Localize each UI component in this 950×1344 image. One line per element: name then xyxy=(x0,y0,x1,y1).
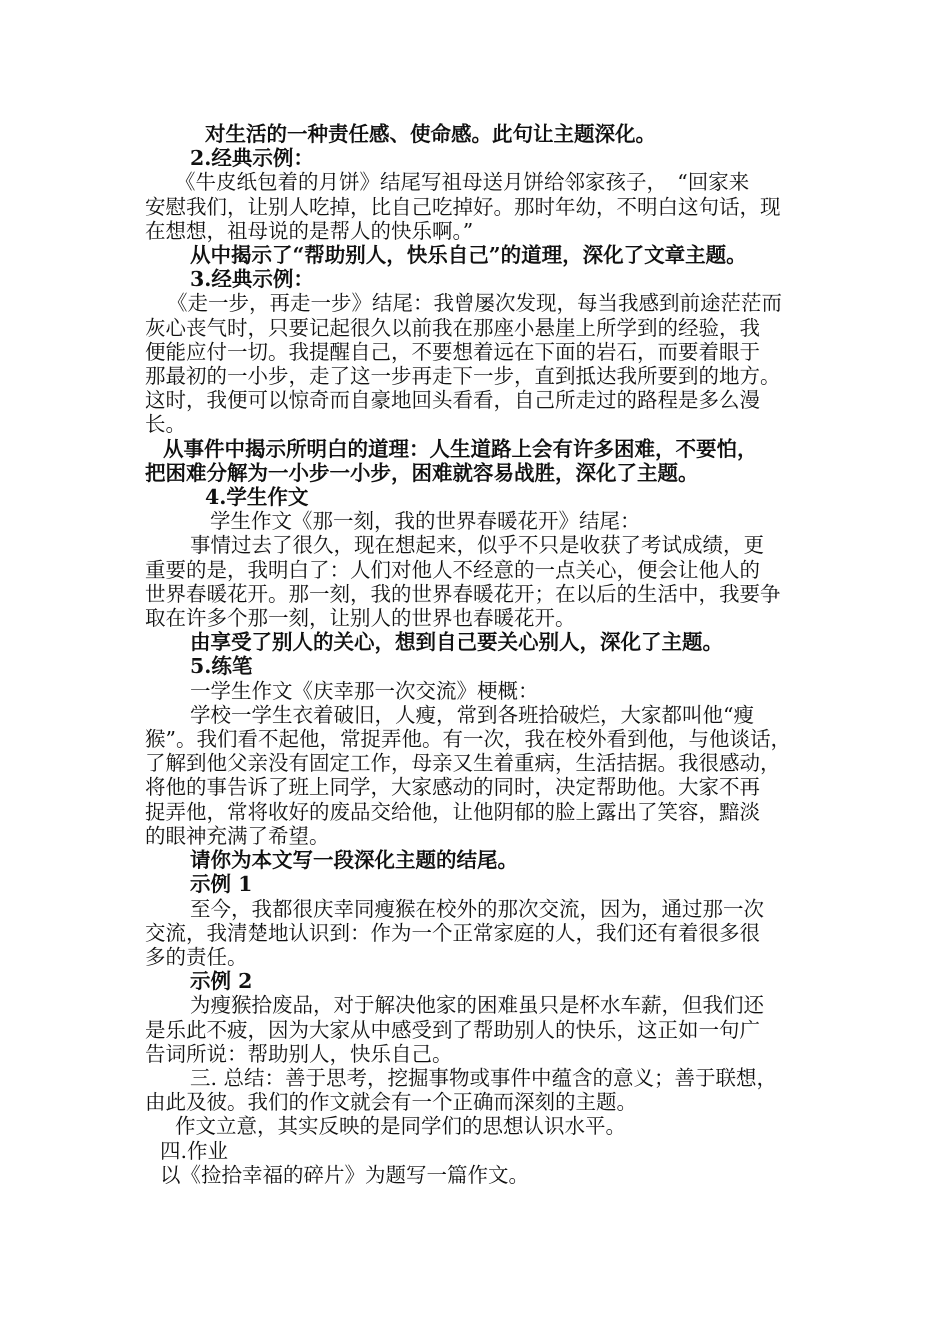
text-line: 事情过去了很久，现在想起来，似乎不只是收获了考试成绩，更 xyxy=(190,533,764,558)
text-line: 那最初的一小步，走了这一步再走下一步，直到抵达我所要到的地方。 xyxy=(145,364,781,389)
text-line: 交流，我清楚地认识到：作为一个正常家庭的人，我们还有着很多很 xyxy=(145,920,760,945)
text-line: 多的责任。 xyxy=(145,944,248,969)
text-line: 为瘦猴拾废品，对于解决他家的困难虽只是杯水车薪，但我们还 xyxy=(190,993,764,1018)
text-line: 2.经典示例： xyxy=(190,146,314,171)
text-line: 从中揭示了“帮助别人，快乐自己”的道理，深化了文章主题。 xyxy=(190,243,747,268)
text-line: 捉弄他，常将收好的废品交给他，让他阴郁的脸上露出了笑容，黯淡 xyxy=(145,799,760,824)
text-line: 4.学生作文 xyxy=(205,485,309,510)
text-line: 《牛皮纸包着的月饼》结尾写祖母送月饼给邻家孩子， “回家来 xyxy=(175,170,750,195)
text-line: 安慰我们，让别人吃掉，比自己吃掉好。那时年幼，不明白这句话，现 xyxy=(145,194,781,219)
text-line: 重要的是，我明白了：人们对他人不经意的一点关心，便会让他人的 xyxy=(145,557,760,582)
text-line: 从事件中揭示所明白的道理：人生道路上会有许多困难，不要怕， xyxy=(163,436,758,461)
text-line: 5.练笔 xyxy=(190,654,253,679)
text-line: 了解到他父亲没有固定工作，母亲又生着重病，生活拮据。我很感动， xyxy=(145,751,781,776)
text-line: 这时，我便可以惊奇而自豪地回头看看，自己所走过的路程是多么漫 xyxy=(145,388,760,413)
text-line: 长。 xyxy=(145,412,186,437)
text-line: 猴”。我们看不起他，常捉弄他。有一次，我在校外看到他，与他谈话， xyxy=(145,727,791,752)
text-line: 学校一学生衣着破旧，人瘦，常到各班拾破烂，大家都叫他“瘦 xyxy=(190,702,754,727)
text-line: 告词所说：帮助别人，快乐自己。 xyxy=(145,1041,453,1066)
text-line: 世界春暖花开。那一刻，我的世界春暖花开；在以后的生活中，我要争 xyxy=(145,581,781,606)
text-line: 四.作业 xyxy=(160,1138,229,1163)
text-line: 灰心丧气时，只要记起很久以前我在那座小悬崖上所学到的经验，我 xyxy=(145,315,760,340)
text-line: 在想想，祖母说的是帮人的快乐啊。” xyxy=(145,218,474,243)
text-line: 的眼神充满了希望。 xyxy=(145,823,330,848)
text-line: 是乐此不疲，因为大家从中感受到了帮助别人的快乐，这正如一句广 xyxy=(145,1017,760,1042)
text-line: 由享受了别人的关心，想到自己要关心别人，深化了主题。 xyxy=(190,630,723,655)
document-body xyxy=(145,122,815,1187)
text-line: 至今，我都很庆幸同瘦猴在校外的那次交流，因为，通过那一次 xyxy=(190,896,764,921)
text-line: 便能应付一切。我提醒自己，不要想着远在下面的岩石，而要着眼于 xyxy=(145,339,760,364)
text-line: 对生活的一种责任感、使命感。此句让主题深化。 xyxy=(205,122,656,146)
text-line: 三. 总结：善于思考，挖掘事物或事件中蕴含的意义；善于联想， xyxy=(190,1065,778,1090)
text-line: 学生作文《那一刻，我的世界春暖花开》结尾： xyxy=(210,509,641,534)
text-line: 《走一步，再走一步》结尾：我曾屡次发现，每当我感到前途茫茫而 xyxy=(167,291,782,316)
text-line: 由此及彼。我们的作文就会有一个正确而深刻的主题。 xyxy=(145,1090,637,1115)
text-line: 示例 2 xyxy=(190,969,253,994)
text-line: 3.经典示例： xyxy=(190,267,314,292)
text-line: 示例 1 xyxy=(190,872,253,897)
text-line: 作文立意，其实反映的是同学们的思想认识水平。 xyxy=(175,1114,626,1139)
text-line: 以《捡拾幸福的碎片》为题写一篇作文。 xyxy=(160,1162,529,1187)
text-line: 请你为本文写一段深化主题的结尾。 xyxy=(190,848,518,873)
text-line: 取在许多个那一刻，让别人的世界也春暖花开。 xyxy=(145,606,576,631)
text-line: 把困难分解为一小步一小步，困难就容易战胜，深化了主题。 xyxy=(145,460,699,485)
text-line: 一学生作文《庆幸那一次交流》梗概： xyxy=(190,678,539,703)
text-line: 将他的事告诉了班上同学，大家感动的同时，决定帮助他。大家不再 xyxy=(145,775,760,800)
